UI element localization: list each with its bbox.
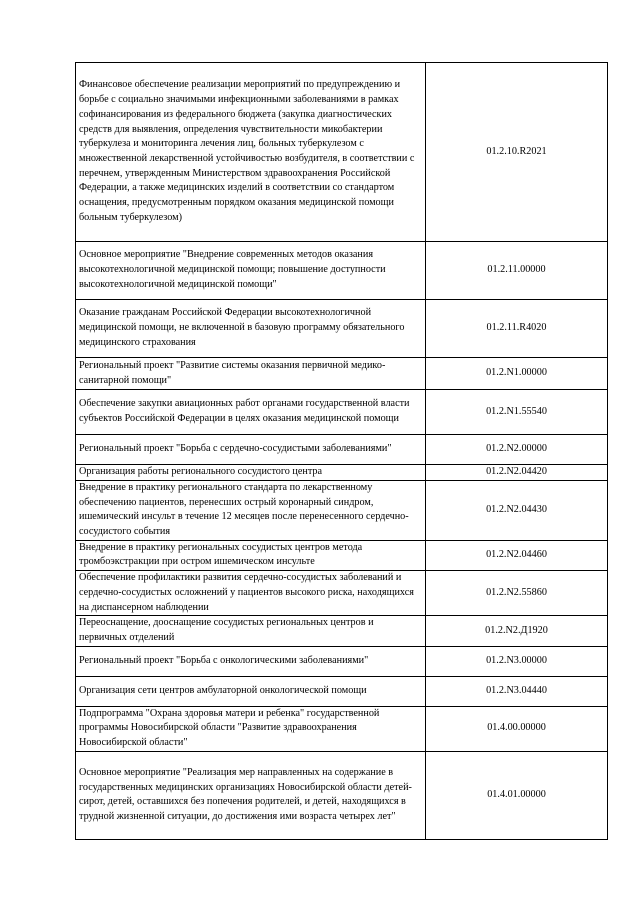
row-code: 01.2.N1.55540 xyxy=(426,390,608,435)
table-row xyxy=(76,480,608,540)
row-code: 01.2.10.R2021 xyxy=(426,63,608,242)
row-name: Обеспечение закупки авиационных работ органами государственной власти субъектов Российской Федерации в целях оказания медицинской помощи xyxy=(76,390,426,435)
row-name: Организация сети центров амбулаторной онкологической помощи xyxy=(76,676,426,706)
row-code: 01.4.01.00000 xyxy=(426,751,608,839)
row-code: 01.2.N1.00000 xyxy=(426,358,608,390)
row-code: 01.2.11.00000 xyxy=(426,242,608,300)
table-row xyxy=(76,646,608,676)
table-row xyxy=(76,435,608,465)
row-name: Региональный проект "Борьба с онкологическими заболеваниями" xyxy=(76,646,426,676)
row-name: Региональный проект "Борьба с сердечно-сосудистыми заболеваниями" xyxy=(76,435,426,465)
row-code: 01.2.N2.55860 xyxy=(426,571,608,616)
row-name: Финансовое обеспечение реализации мероприятий по предупреждению и борьбе с социально значимыми инфекционными заболеваниями в рамках софинансирования из федерального бюджета (закупка диагностических средств для выявления, определения чувствительности микобактерии туберкулеза и мониторинга лечения лиц, больных туберкулезом с множественной лекарственной устойчивостью возбудителя, в соответствии с перечнем, утвержденным Министерством здравоохранения Российской Федерации, а также медицинских изделий в соответствии со стандартом оснащения, предусмотренным порядком оказания медицинской помощи больным туберкулезом) xyxy=(76,63,426,242)
table-row xyxy=(76,571,608,616)
table-row xyxy=(76,465,608,481)
table-row xyxy=(76,358,608,390)
table-row xyxy=(76,751,608,839)
row-code: 01.2.N3.00000 xyxy=(426,646,608,676)
table-row xyxy=(76,616,608,646)
row-name: Региональный проект "Развитие системы оказания первичной медико-санитарной помощи" xyxy=(76,358,426,390)
row-name: Переоснащение, дооснащение сосудистых региональных центров и первичных отделений xyxy=(76,616,426,646)
row-name: Оказание гражданам Российской Федерации высокотехнологичной медицинской помощи, не включенной в базовую программу обязательного медицинского страхования xyxy=(76,300,426,358)
row-code: 01.2.11.R4020 xyxy=(426,300,608,358)
row-code: 01.2.N2.Д1920 xyxy=(426,616,608,646)
row-name: Основное мероприятие "Реализация мер направленных на содержание в государственных медицинских организациях Новосибирской области детей-сирот, детей, оставшихся без попечения родителей, и детей, находящихся в трудной жизненной ситуации, до достижения ими возраста четырех лет" xyxy=(76,751,426,839)
row-name: Подпрограмма "Охрана здоровья матери и ребенка" государственной программы Новосибирской области "Развитие здравоохранения Новосибирской области" xyxy=(76,706,426,751)
row-name: Организация работы регионального сосудистого центра xyxy=(76,465,426,481)
table-row xyxy=(76,242,608,300)
row-name: Основное мероприятие "Внедрение современных методов оказания высокотехнологичной медицинской помощи; повышение доступности высокотехнологичной медицинской помощи" xyxy=(76,242,426,300)
budget-classification-table xyxy=(75,62,608,840)
table-row xyxy=(76,63,608,242)
table-row xyxy=(76,676,608,706)
row-code: 01.4.00.00000 xyxy=(426,706,608,751)
table-row xyxy=(76,300,608,358)
table-row xyxy=(76,540,608,570)
row-code: 01.2.N2.00000 xyxy=(426,435,608,465)
table-row xyxy=(76,390,608,435)
row-code: 01.2.N2.04420 xyxy=(426,465,608,481)
row-code: 01.2.N3.04440 xyxy=(426,676,608,706)
row-name: Внедрение в практику региональных сосудистых центров метода тромбоэкстракции при остром ишемическом инсульте xyxy=(76,540,426,570)
row-name: Внедрение в практику регионального стандарта по лекарственному обеспечению пациентов, перенесших острый коронарный синдром, ишемический инсульт в течение 12 месяцев после перенесенного сердечно-сосудистого события xyxy=(76,480,426,540)
table-row xyxy=(76,706,608,751)
row-name: Обеспечение профилактики развития сердечно-сосудистых заболеваний и сердечно-сосудистых осложнений у пациентов высокого риска, находящихся на диспансерном наблюдении xyxy=(76,571,426,616)
row-code: 01.2.N2.04430 xyxy=(426,480,608,540)
row-code: 01.2.N2.04460 xyxy=(426,540,608,570)
